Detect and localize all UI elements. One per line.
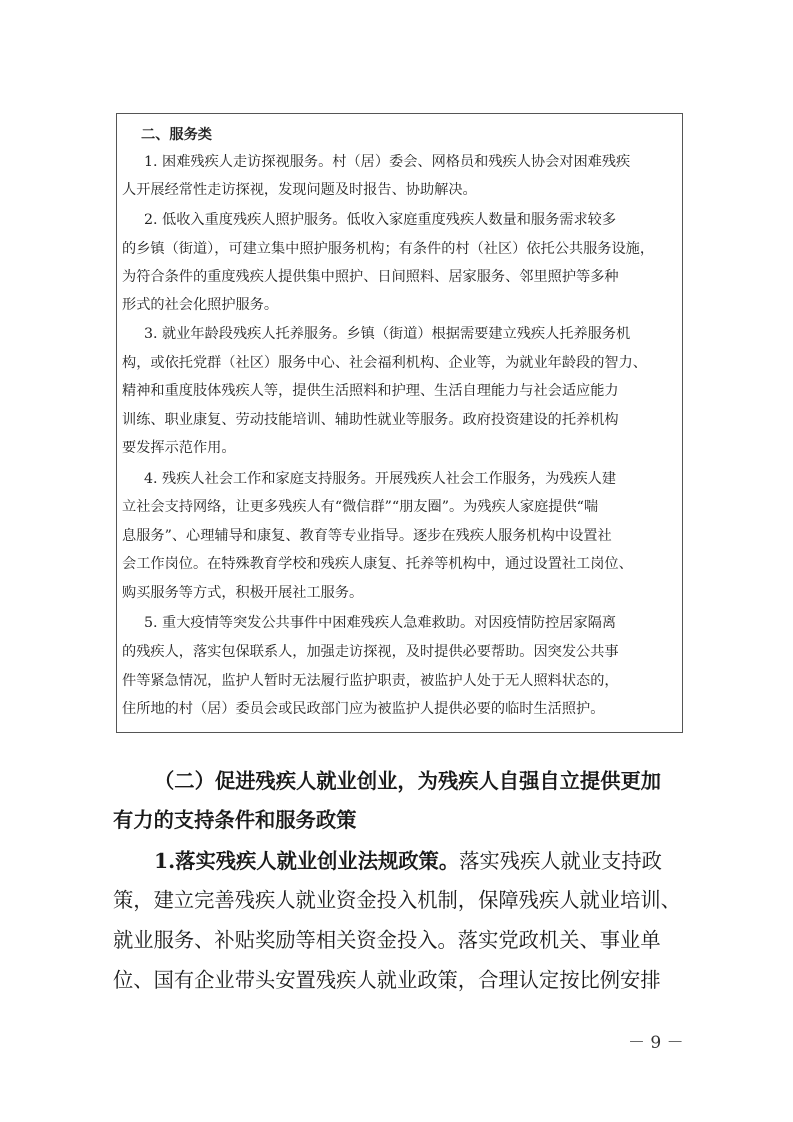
paragraph-line-3: 就业服务、补贴奖励等相关资金投入。落实党政机关、事业单 [113, 928, 661, 952]
box-item-4-line-5: 购买服务等方式，积极开展社工服务。 [122, 585, 364, 601]
box-item-2-line-4: 形式的社会化照护服务。 [122, 297, 279, 313]
box-item-2-line-2: 的乡镇（街道），可建立集中照护服务机构；有条件的村（社区）依托公共服务设施， [122, 241, 655, 257]
box-item-2-line-1: 2. 低收入重度残疾人照护服务。低收入家庭重度残疾人数量和服务需求较多 [144, 212, 617, 228]
box-heading: 二、服务类 [141, 127, 212, 143]
section-heading-line-2: 有力的支持条件和服务政策 [113, 808, 357, 832]
box-item-5-line-2: 的残疾人，落实包保联系人，加强走访探视，及时提供必要帮助。因突发公共事 [122, 644, 619, 660]
paragraph-line-4: 位、国有企业带头安置残疾人就业政策，合理认定按比例安排 [113, 968, 661, 992]
box-item-1-line-1: 1. 困难残疾人走访探视服务。村（居）委会、网格员和残疾人协会对困难残疾 [144, 154, 631, 170]
box-item-2-line-3: 为符合条件的重度残疾人提供集中照护、日间照料、居家服务、邻里照护等多种 [122, 269, 619, 285]
paragraph-line-1-rest: 落实残疾人就业支持政 [459, 849, 662, 873]
box-item-4-line-4: 会工作岗位。在特殊教育学校和残疾人康复、托养等机构中，通过设置社工岗位、 [122, 556, 633, 572]
box-item-5-line-3: 件等紧急情况，监护人暂时无法履行监护职责，被监护人处于无人照料状态的， [122, 673, 619, 689]
box-item-1-line-2: 人开展经常性走访探视，发现问题及时报告、协助解决。 [122, 182, 477, 198]
box-item-3-line-3: 精神和重度肢体残疾人等，提供生活照料和护理、生活自理能力与社会适应能力 [122, 383, 619, 399]
paragraph-line-2: 策，建立完善残疾人就业资金投入机制，保障残疾人就业培训、 [113, 888, 681, 912]
page-number: － 9 － [628, 1033, 684, 1053]
box-item-4-line-2: 立社会支持网络，让更多残疾人有“微信群”“朋友圈”。为残疾人家庭提供“喘 [122, 499, 599, 515]
box-item-4-line-1: 4. 残疾人社会工作和家庭支持服务。开展残疾人社会工作服务，为残疾人建 [144, 471, 617, 487]
box-item-5-line-4: 住所地的村（居）委员会或民政部门应为被监护人提供必要的临时生活照护。 [122, 701, 605, 717]
box-item-3-line-2: 构，或依托党群（社区）服务中心、社会福利机构、企业等，为就业年龄段的智力、 [122, 355, 647, 371]
box-item-3-line-1: 3. 就业年龄段残疾人托养服务。乡镇（街道）根据需要建立残疾人托养服务机 [144, 326, 631, 342]
box-item-4-line-3: 息服务”、心理辅导和康复、教育等专业指导。逐步在残疾人服务机构中设置社 [122, 528, 612, 544]
paragraph-line-1 [154, 846, 662, 876]
box-item-5-line-1: 5. 重大疫情等突发公共事件中困难残疾人急难救助。对因疫情防控居家隔离 [144, 615, 617, 631]
section-heading-line-1: （二）促进残疾人就业创业，为残疾人自强自立提供更加 [154, 769, 662, 793]
box-item-3-line-4: 训练、职业康复、劳动技能培训、辅助性就业等服务。政府投资建设的托养机构 [122, 412, 619, 428]
paragraph-lead-bold: 1.落实残疾人就业创业法规政策。 [154, 849, 460, 873]
box-item-3-line-5: 要发挥示范作用。 [122, 440, 236, 456]
